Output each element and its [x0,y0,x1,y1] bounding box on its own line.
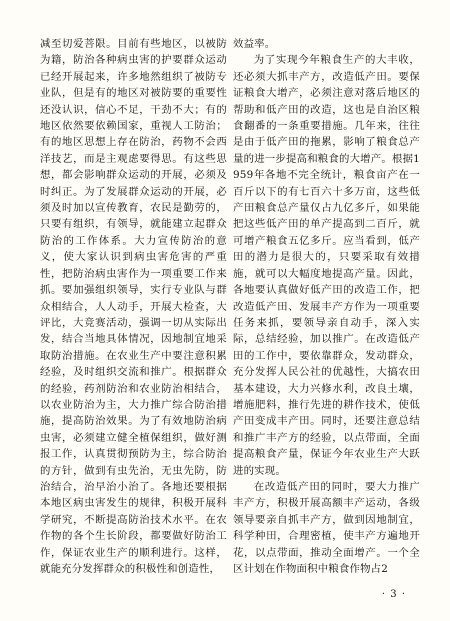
body-paragraph: 为了实现今年粮食生产的大丰收，还必须大抓丰产方，改造低产田。要保证粮食大增产，必须注意对落后地区的帮助和低产田的改造，这也是自治区粮食翻番的一条重要措施。几年来，往往是由于低产田的拖累，影响了粮食总产量的进一步提高和粮食的大增产。根据1959年各地不完全统计，粮食亩产在一百斤以下的有七百六十多万亩，这些低产田粮食总产量仅占九亿多斤，如果能把这些低产田的单产提高到二百斤，就可增产粮食五亿多斤。应当看到，低产田的潜力是很大的，只要采取有效措施，就可以大幅度地提高产量。因此，各地要认真做好低产田的改造工作，把改造低产田、发展丰产方作为一项重要任务来抓，要领导亲自动手，深入实际，总结经验，加以推广。在改造低产田的工作中，要依靠群众，发动群众，充分发挥人民公社的优越性，大搞农田基本建设，大力兴修水利，改良土壤，增施肥料，推行先进的耕作技术，使低产田变成丰产田。同时，还要注意总结和推广丰产方的经验，以点带面，全面提高粮食产量，保证今年农业生产大跃进的实现。 [233,54,420,477]
body-paragraph: 在改造低产田的同时，要大力推广丰产方，积极开展高额丰产运动，各级领导要亲自抓丰产方，做到因地制宜，科学种田，合理密植，使丰产方遍地开花，以点带面，推动全面增产。一个全区计划在作物面积中粮食作物占2 [233,480,420,575]
right-column [233,36,420,584]
page-number: · 3 · [381,589,406,600]
left-column [40,36,227,584]
body-paragraph-continued: 效益率。 [233,38,276,50]
body-paragraph: 减至切爱菩限。目前有些地区，以被防为籍，防治各种病虫害的护要群众运动已经开展起来，许多地然组织了被防专业队，但是有的地区对被防要的重要性还没认识，信心不足，干劲不大；有的地区依然要依赖国家，重视人工防治；有的地区思想上存在防治，药物不会西洋技艺，而是主观虑要得思。有这些思想，都会影响群众运动的开展，必须及时纠正。为了发展群众运动的开展，必须及时加以宣传教育，农民是勤劳的，只要有组织，有领导，就能建立起群众防治的工作体系。大力宣传防治的意义，使大家认识到病虫害危害的严重性，把防治病虫害作为一项重要工作来抓。要加强组织领导，实行专业队与群众相结合，人人动手，开展大检查，大评比，大竞赛活动，强调一切从实际出发，结合当地具体情况，因地制宜地采取防治措施。在农业生产中要注意积累经验，及时组织交流和推广。根据群众的经验，药剂防治和农业防治相结合，以农业防治为主，大力推广综合防治措施，提高防治效果。为了有效地防治病虫害，必须建立健全植保组织，做好测报工作，认真贯彻预防为主，综合防治的方针，做到有虫先治，无虫先防，防治结合，治早治小治了。各地还要根据本地区病虫害发生的规律，积极开展科学研究，不断提高防治技术水平。在农作物的各个生长阶段，都要做好防治工作，保证农业生产的顺利进行。这样，就能充分发挥群众的积极性和创造性， [40,38,227,575]
